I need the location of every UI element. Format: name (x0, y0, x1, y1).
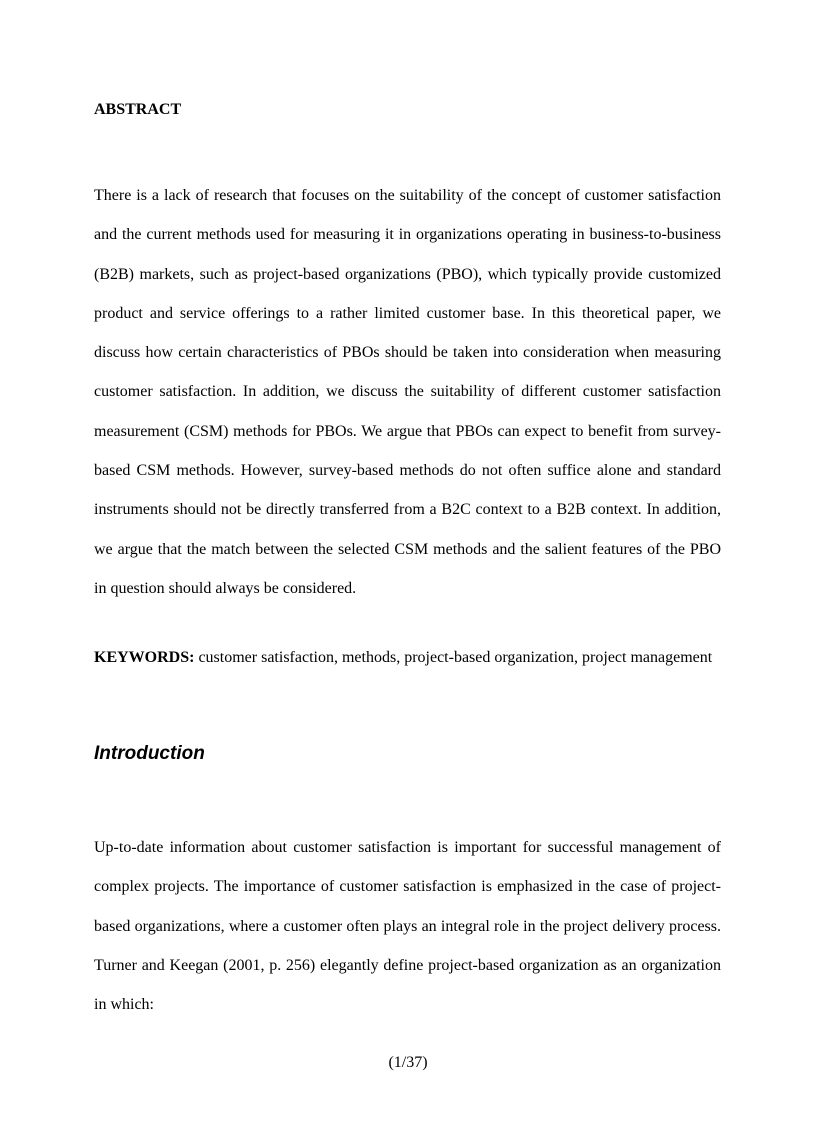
keywords-text: customer satisfaction, methods, project-based organization, project management (194, 649, 713, 666)
abstract-line: measurement (CSM) methods for PBOs. We argue that PBOs can expect to benefit from survey- (94, 422, 721, 440)
abstract-line: customer satisfaction. In addition, we discuss the suitability of different customer satisfaction (94, 383, 721, 401)
abstract-body (94, 176, 721, 608)
abstract-heading: ABSTRACT (94, 101, 182, 118)
introduction-line: complex projects. The importance of customer satisfaction is emphasized in the case of project- (94, 878, 721, 896)
abstract-line: product and service offerings to a rather limited customer base. In this theoretical paper, we (94, 304, 721, 322)
introduction-line: Turner and Keegan (2001, p. 256) elegantly define project-based organization as an organization (94, 956, 721, 974)
abstract-line: discuss how certain characteristics of PBOs should be taken into consideration when measuring (94, 344, 721, 362)
abstract-line: and the current methods used for measuring it in organizations operating in business-to-business (94, 226, 721, 244)
introduction-body (94, 828, 721, 1024)
introduction-heading: Introduction (94, 743, 205, 764)
abstract-line: instruments should not be directly transferred from a B2C context to a B2B context. In addition, (94, 501, 721, 519)
abstract-line: in question should always be considered. (94, 579, 357, 597)
abstract-line: we argue that the match between the selected CSM methods and the salient features of the PBO (94, 540, 721, 558)
introduction-line: Up-to-date information about customer satisfaction is important for successful management of (94, 839, 721, 856)
keywords-label: KEYWORDS: (94, 649, 195, 666)
abstract-line: based CSM methods. However, survey-based methods do not often suffice alone and standard (94, 462, 721, 480)
abstract-line: (B2B) markets, such as project-based organizations (PBO), which typically provide customized (94, 265, 721, 283)
abstract-line: There is a lack of research that focuses on the suitability of the concept of customer satisfaction (94, 187, 721, 204)
page-number: (1/37) (388, 1054, 428, 1071)
introduction-line: based organizations, where a customer often plays an integral role in the project delivery process. (94, 917, 721, 935)
keywords (94, 648, 754, 668)
introduction-line: in which: (94, 996, 154, 1014)
